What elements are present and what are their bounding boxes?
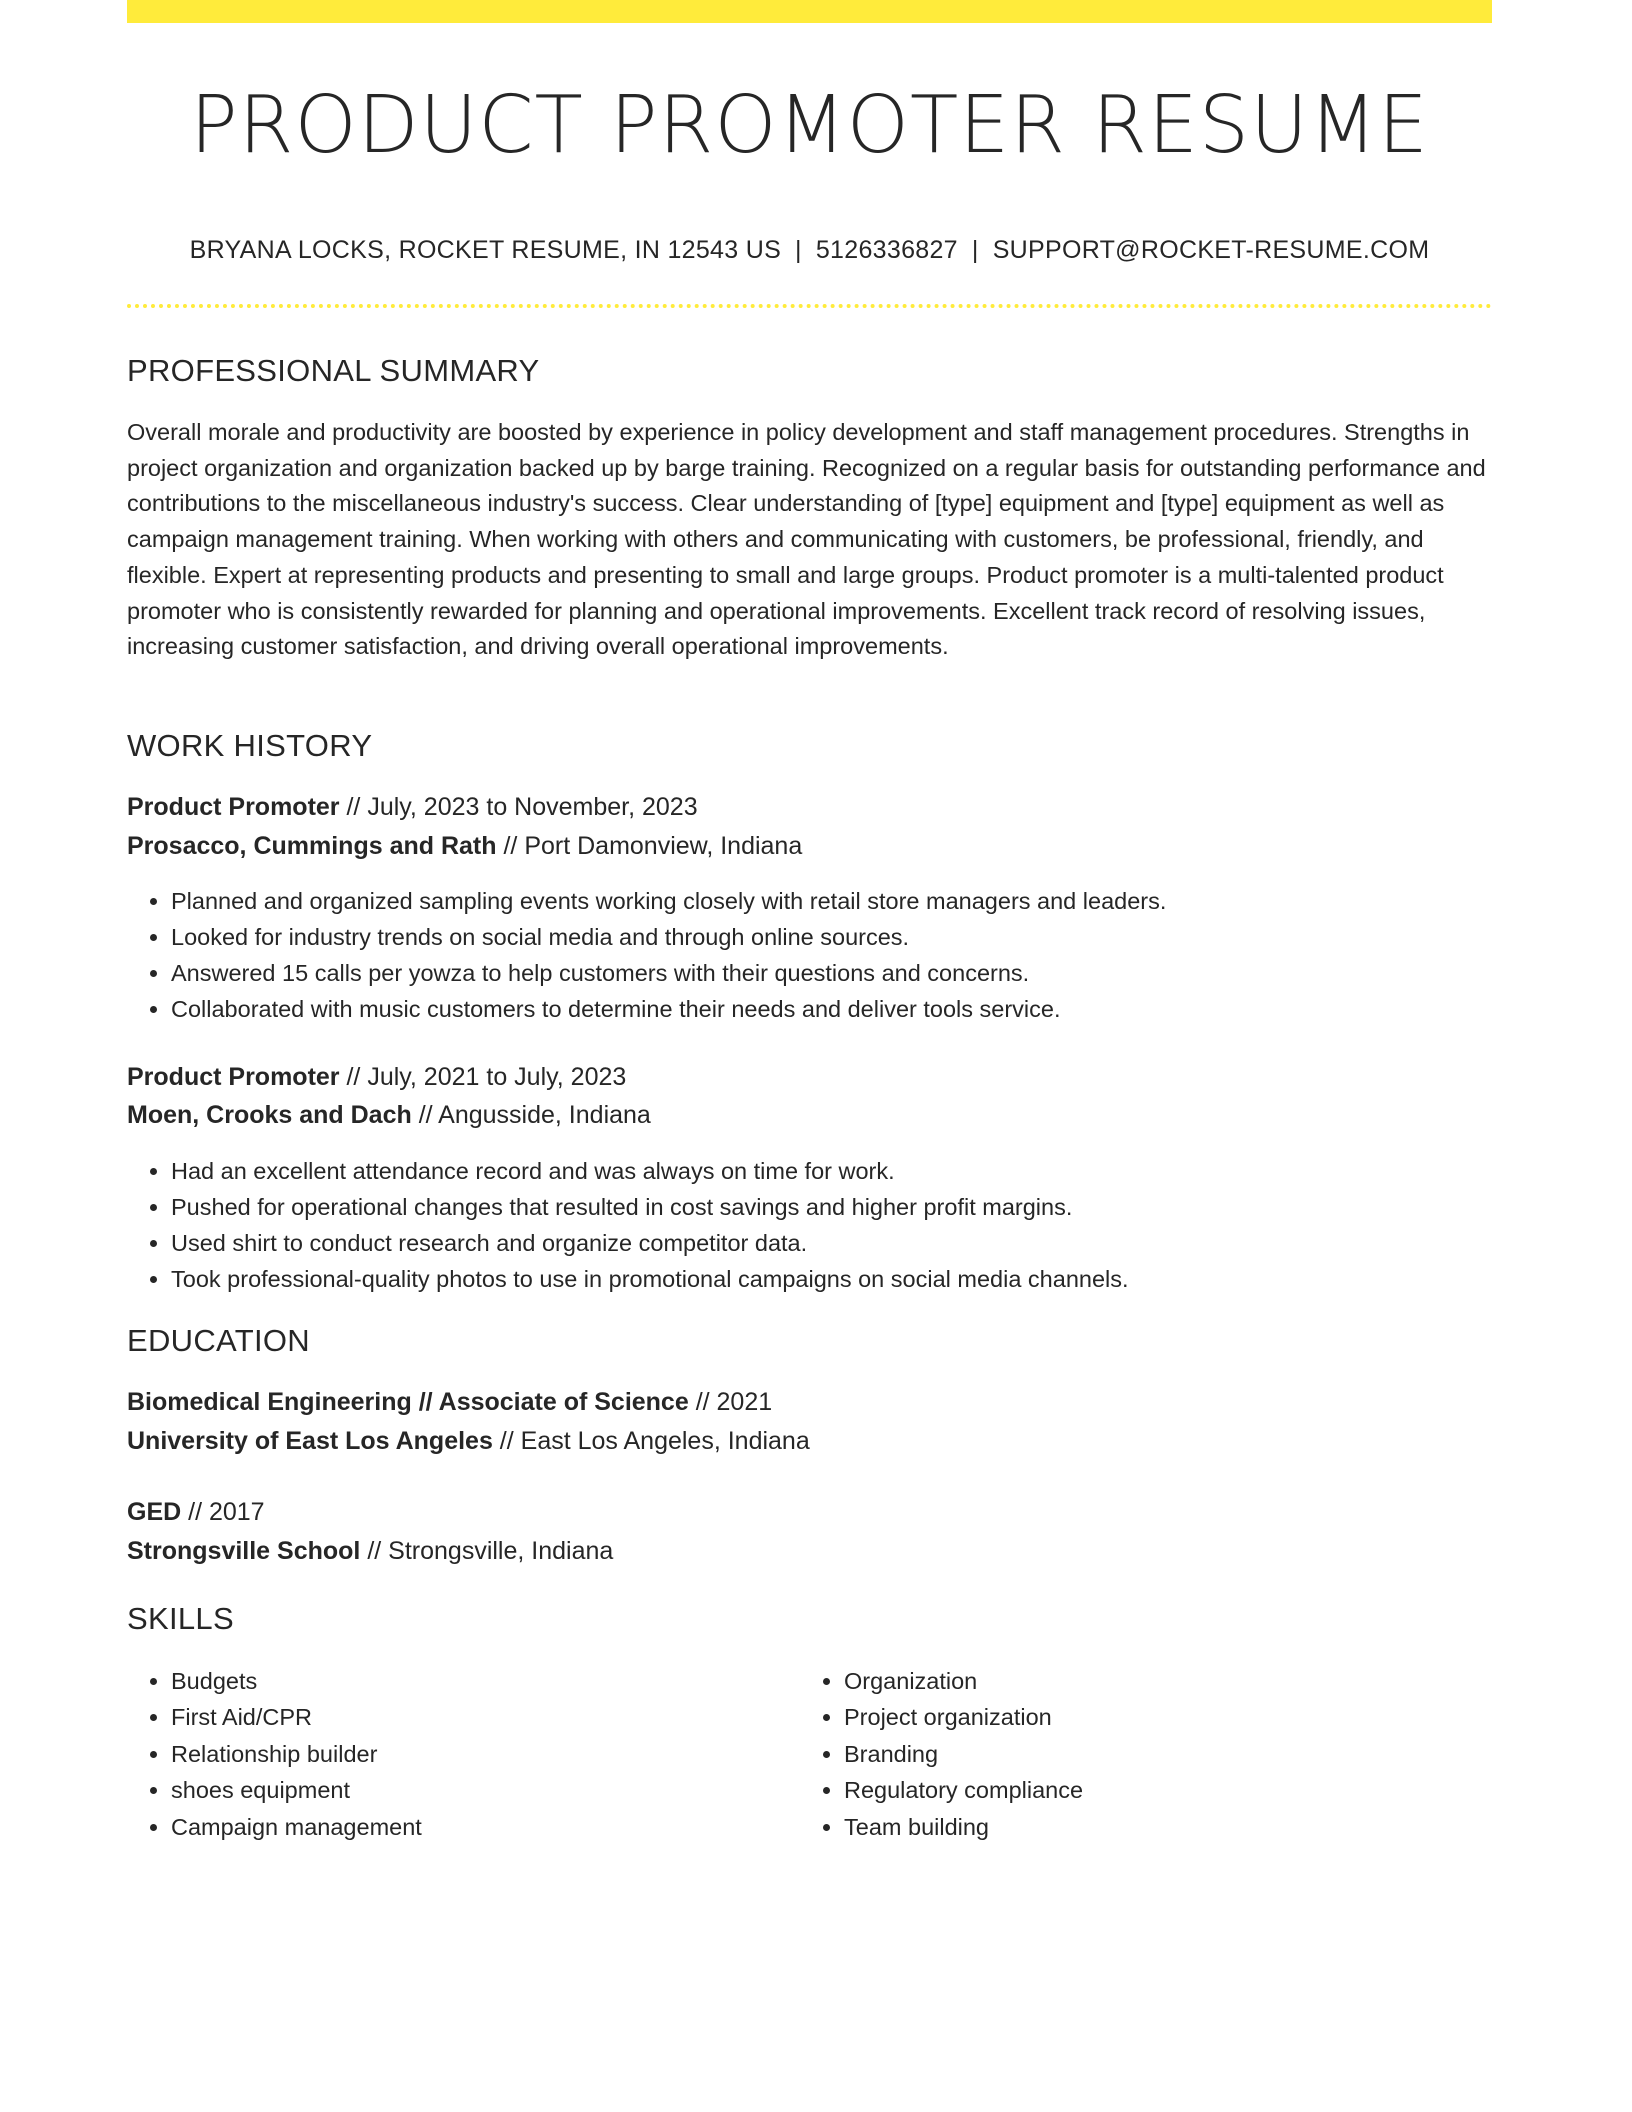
job-company: Moen, Crooks and Dach [127, 1101, 412, 1129]
job-location: // Angusside, Indiana [411, 1101, 651, 1129]
accent-bar [127, 0, 1492, 23]
summary-heading: PROFESSIONAL SUMMARY [127, 353, 540, 388]
job-bullet: • Used shirt to conduct research and organize competitor data. [171, 1225, 1129, 1261]
contact-phone: 5126336827 [815, 236, 958, 264]
job-bullet: • Pushed for operational changes that resulted in cost savings and higher profit margins. [171, 1189, 1129, 1225]
skill-item: • Organization [844, 1663, 1484, 1699]
skill-item: • Budgets [171, 1663, 791, 1699]
work-history-heading: WORK HISTORY [127, 728, 373, 763]
skills-list-right [800, 1663, 1484, 1845]
job-bullet-list [127, 1153, 1129, 1297]
job-bullet: • Took professional-quality photos to use in promotional campaigns on social media channels. [171, 1261, 1129, 1297]
education-school-line [127, 1537, 613, 1566]
skill-item: • shoes equipment [171, 1772, 791, 1808]
dotted-divider [127, 304, 1492, 308]
education-heading: EDUCATION [127, 1323, 310, 1358]
job-title: Product Promoter [127, 793, 340, 821]
education-school-line [127, 1427, 810, 1456]
summary-text: Overall morale and productivity are boosted by experience in policy development and staff management procedures. Strengths in project organization and organization backed up by barge training. Recognized on a regular basis for outstanding performance and contributions to the miscellaneous industry's success. Clear understanding of [type] equipment and [type] equipment as well as campaign management training. When working with others and communicating with customers, be professional, friendly, and flexible. Expert at representing products and presenting to small and large groups. Product promoter is a multi-talented product promoter who is consistently rewarded for planning and operational improvements. Excellent track record of resolving issues, increasing customer satisfaction, and driving overall operational improvements. [127, 419, 1486, 660]
job-bullet-list [127, 883, 1166, 1027]
job-company-line [127, 832, 802, 861]
contact-address: BRYANA LOCKS, ROCKET RESUME, IN 12543 US [189, 236, 782, 264]
job-location: // Port Damonview, Indiana [496, 832, 803, 860]
skill-item: • First Aid/CPR [171, 1699, 791, 1735]
job-title: Product Promoter [127, 1063, 340, 1091]
job-company: Prosacco, Cummings and Rath [127, 832, 497, 860]
skills-list-left [127, 1663, 791, 1845]
education-location: // East Los Angeles, Indiana [492, 1427, 810, 1455]
job-bullet: • Answered 15 calls per yowza to help customers with their questions and concerns. [171, 955, 1166, 991]
education-school: Strongsville School [127, 1537, 361, 1565]
skill-item: • Relationship builder [171, 1736, 791, 1772]
education-year: // 2021 [688, 1388, 773, 1416]
skills-heading: SKILLS [127, 1601, 234, 1636]
contact-separator: | [971, 236, 979, 264]
education-degree: GED [127, 1498, 182, 1526]
contact-separator: | [795, 236, 802, 264]
job-company-line [127, 1101, 651, 1130]
skill-item: • Project organization [844, 1699, 1484, 1735]
skill-item: • Campaign management [171, 1809, 791, 1845]
skill-item: • Regulatory compliance [844, 1772, 1484, 1808]
education-school: University of East Los Angeles [127, 1427, 493, 1455]
job-bullet: • Had an excellent attendance record and was always on time for work. [171, 1153, 1129, 1189]
contact-line [127, 236, 1492, 265]
job-bullet: • Collaborated with music customers to determine their needs and deliver tools service. [171, 991, 1166, 1027]
job-title-line [127, 1063, 626, 1092]
education-location: // Strongsville, Indiana [360, 1537, 614, 1565]
job-dates: // July, 2023 to November, 2023 [339, 793, 698, 821]
job-dates: // July, 2021 to July, 2023 [339, 1063, 627, 1091]
job-bullet: • Looked for industry trends on social media and through online sources. [171, 919, 1166, 955]
education-degree-line [127, 1388, 772, 1417]
skill-item: • Branding [844, 1736, 1484, 1772]
resume-title: PRODUCT PROMOTER RESUME [190, 79, 1429, 171]
education-degree-line [127, 1498, 265, 1527]
job-title-line [127, 793, 698, 822]
contact-email: SUPPORT@ROCKET-RESUME.COM [992, 236, 1430, 264]
education-year: // 2017 [181, 1498, 265, 1526]
job-bullet: • Planned and organized sampling events working closely with retail store managers and leaders. [171, 883, 1166, 919]
skill-item: • Team building [844, 1809, 1484, 1845]
education-degree: Biomedical Engineering // Associate of Science [127, 1388, 689, 1416]
